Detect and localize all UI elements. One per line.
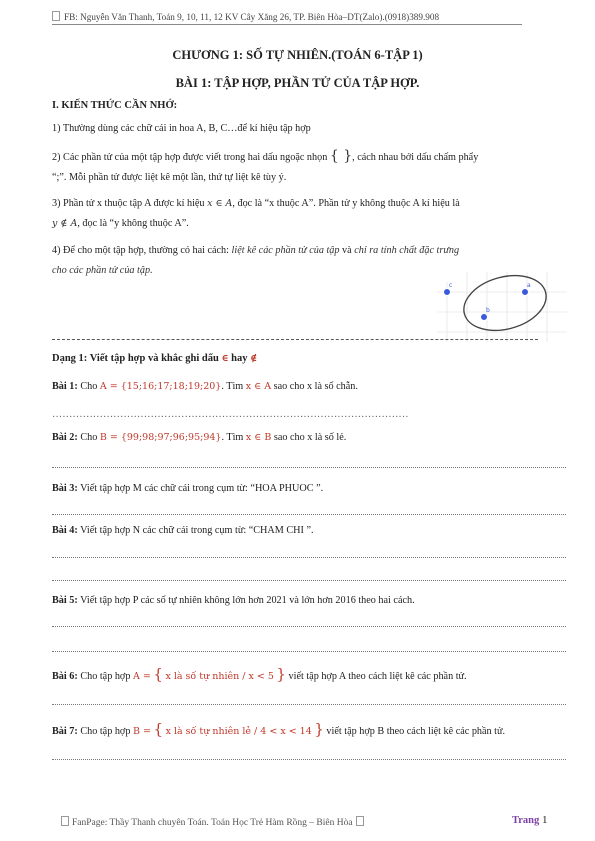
venn-grid — [437, 272, 567, 342]
section-heading: I. KIẾN THỨC CẦN NHỚ: — [52, 100, 178, 111]
bullet-box-icon — [356, 816, 364, 826]
venn-label-b: b — [486, 307, 490, 314]
answer-line — [52, 557, 566, 558]
answer-line — [52, 514, 566, 515]
set-A-expression: A = {15;16;17;18;19;20} — [99, 381, 222, 392]
theory-item-2: 2) Các phần tử của một tập hợp được viết trong hai dấu ngoặc nhọn { }, cách nhau bởi dấu chấm phẩy “;”. Mỗi phần tử được liệt kê một lần, thứ tự liệt kê tùy ý. — [52, 148, 479, 183]
page-footer — [58, 816, 367, 828]
page-number: Trang 1 — [512, 814, 548, 826]
page-header — [52, 11, 522, 25]
exercise-2: Bài 2: Cho B = {99;98;97;96;95;94}. Tìm x ∈ B sao cho x là số lẻ. — [52, 432, 347, 443]
bullet-box-icon — [52, 11, 60, 21]
exercise-5: Bài 5: Viết tập hợp P các số tự nhiên không lớn hơn 2021 và lớn hơn 2016 theo hai cách. — [52, 595, 415, 606]
exercise-6: Bài 6: Cho tập hợp A = { x là số tự nhiên / x < 5 } viết tập hợp A theo cách liệt kê các phần tử. — [52, 665, 467, 683]
brace-symbol: { } — [329, 148, 353, 164]
set-B-expression: B = {99;98;97;96;95;94} — [99, 432, 222, 443]
header-text: FB: Nguyễn Văn Thanh, Toán 9, 10, 11, 12 KV Cây Xăng 26, TP. Biên Hòa–DT(Zalo).(0918)389.908 — [64, 12, 440, 22]
answer-line — [52, 759, 566, 760]
chapter-title: CHƯƠNG 1: SỐ TỰ NHIÊN.(TOÁN 6-TẬP 1) — [172, 48, 423, 62]
exercise-4: Bài 4: Viết tập hợp N các chữ cái trong cụm từ: “CHAM CHI ”. — [52, 525, 314, 536]
footer-text: FanPage: Thầy Thanh chuyên Toán. Toán Học Trẻ Hàm Rồng – Biên Hòa — [72, 818, 353, 828]
answer-line — [52, 580, 566, 581]
lesson-title: BÀI 1: TẬP HỢP, PHẦN TỬ CỦA TẬP HỢP. — [175, 76, 420, 90]
answer-line — [52, 651, 566, 652]
exercise-1: Bài 1: Cho A = {15;16;17;18;19;20}. Tìm x ∈ A sao cho x là số chẵn. — [52, 381, 358, 392]
not-belongs-symbol: y ∉ A — [52, 218, 78, 229]
venn-diagram-figure — [437, 272, 567, 342]
set-ellipse — [458, 272, 553, 339]
theory-item-4: 4) Để cho một tập hợp, thường có hai cách: liệt kê các phần tử của tập và chỉ ra tính chất đặc trưng cho các phần tử của tập. — [52, 245, 460, 276]
answer-line — [52, 626, 566, 627]
answer-line — [52, 467, 566, 468]
venn-label-c: c — [449, 282, 453, 289]
venn-point-b — [481, 314, 488, 321]
answer-line — [52, 704, 566, 705]
venn-point-a — [522, 289, 529, 296]
theory-item-1: 1) Thường dùng các chữ cái in hoa A, B, C…để kí hiệu tập hợp — [52, 123, 311, 134]
section-divider — [52, 339, 538, 340]
venn-label-a: a — [527, 282, 531, 289]
exercise-7: Bài 7: Cho tập hợp B = { x là số tự nhiên lẻ / 4 < x < 14 } viết tập hợp B theo cách liệt kê các phần tử. — [52, 720, 506, 738]
exercise-type-heading: Dạng 1: Viết tập hợp và khắc ghi dấu ∈ hay ∉ — [52, 353, 258, 364]
exercise-3: Bài 3: Viết tập hợp M các chữ cái trong cụm từ: “HOA PHUOC ”. — [52, 483, 324, 494]
venn-point-c — [444, 289, 451, 296]
bullet-box-icon — [61, 816, 69, 826]
answer-line: …………………………………………………………………………………………… — [52, 409, 409, 420]
belongs-symbol: x ∈ A — [207, 198, 233, 209]
theory-item-3: 3) Phần tử x thuộc tập A được kí hiệu x ∈ A, đọc là “x thuộc A”. Phần tử y không thuộc A kí hiệu là y ∉ A, đọc là “y không thuộc A”. — [52, 198, 460, 229]
